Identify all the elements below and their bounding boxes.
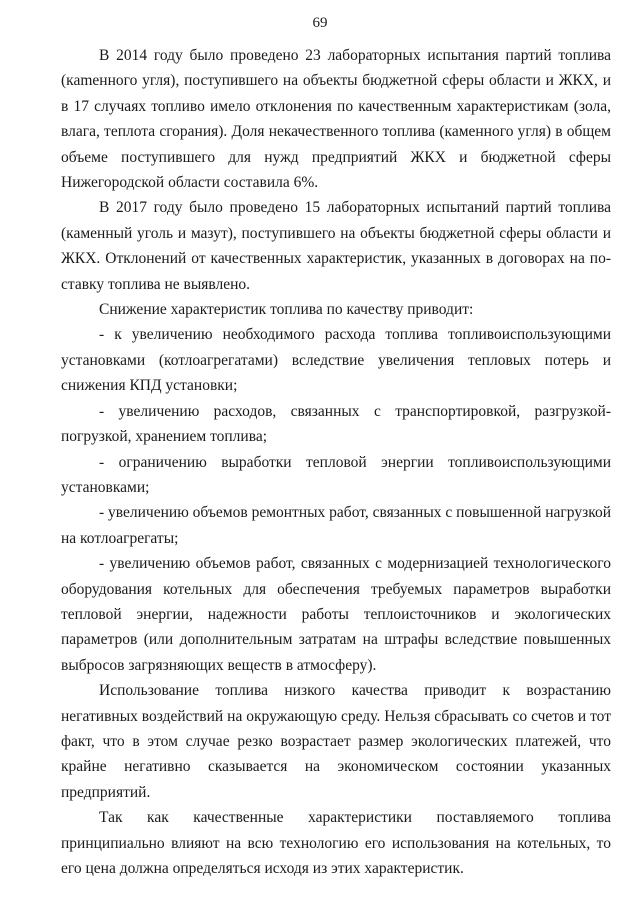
paragraph-pricing: Так как качественные характеристики поставляемого топлива принципиально влияют на всю технологию его использования на котельных, то его цена должна определяться исходя из этих характеристик.: [61, 809, 611, 877]
body-text: [61, 43, 611, 881]
paragraph-consequences-intro: Снижение характеристик топлива по качеству приводит:: [99, 301, 474, 319]
list-item-transport-costs: - увеличению расходов, связанных с транспортировкой, разгрузкой-погрузкой, хранением топлива;: [61, 402, 611, 446]
list-item-fuel-consumption: - к увеличению необходимого расхода топлива топливоиспользующими установками (котлоагрегатами) вследствие увеличения тепловых потерь и снижения КПД установки;: [61, 326, 611, 395]
paragraph-2017-tests: В 2017 году было проведено 15 лабораторных испытаний партий топлива (каменный уголь и мазут), поступившего на объекты бюджетной сферы области и ЖКХ. Отклонений от качественных характеристик, указанных в договорах на поставку топлива не выявлено.: [61, 199, 611, 293]
list-item-output-limit: - ограничению выработки тепловой энергии топливоиспользующими установками;: [61, 453, 611, 496]
page-number: 69: [312, 15, 328, 31]
paragraph-environmental-impact: Использование топлива низкого качества приводит к возрастанию негативных воздействий на окружающую среду. Нельзя сбрасывать со счетов и тот факт, что в этом случае резко возрастает размер экологических платежей, что крайне негативно сказывается на экономическом состоянии указанных предприятий.: [61, 682, 611, 801]
paragraph-2014-tests: В 2014 году было проведено 23 лабораторных испытания партий топлива (каmенного угля), поступившего на объекты бюджетной сферы области и ЖКХ, и в 17 случаях топливо имело отклонения по качественным характеристикам (зола, влага, теплота сгорания). Доля некачественного топлива (каменного угля) в общем объеме поступившего для нужд предприятий ЖКХ и бюджетной сферы Нижегородской области составила 6%.: [61, 47, 611, 192]
list-item-modernization: - увеличению объемов работ, связанных с модернизацией технологического оборудования котельных для обеспечения требуемых параметров выработки тепловой энергии, надежности работы теплоисточников и экологических параметров (или дополнительным затратам на штрафы вследствие повышенных выбросов загрязняющих веществ в атмосферу).: [61, 555, 611, 674]
list-item-repair-work: - увеличению объемов ремонтных работ, связанных с повышенной нагрузкой на котлоагрегаты;: [61, 504, 611, 547]
